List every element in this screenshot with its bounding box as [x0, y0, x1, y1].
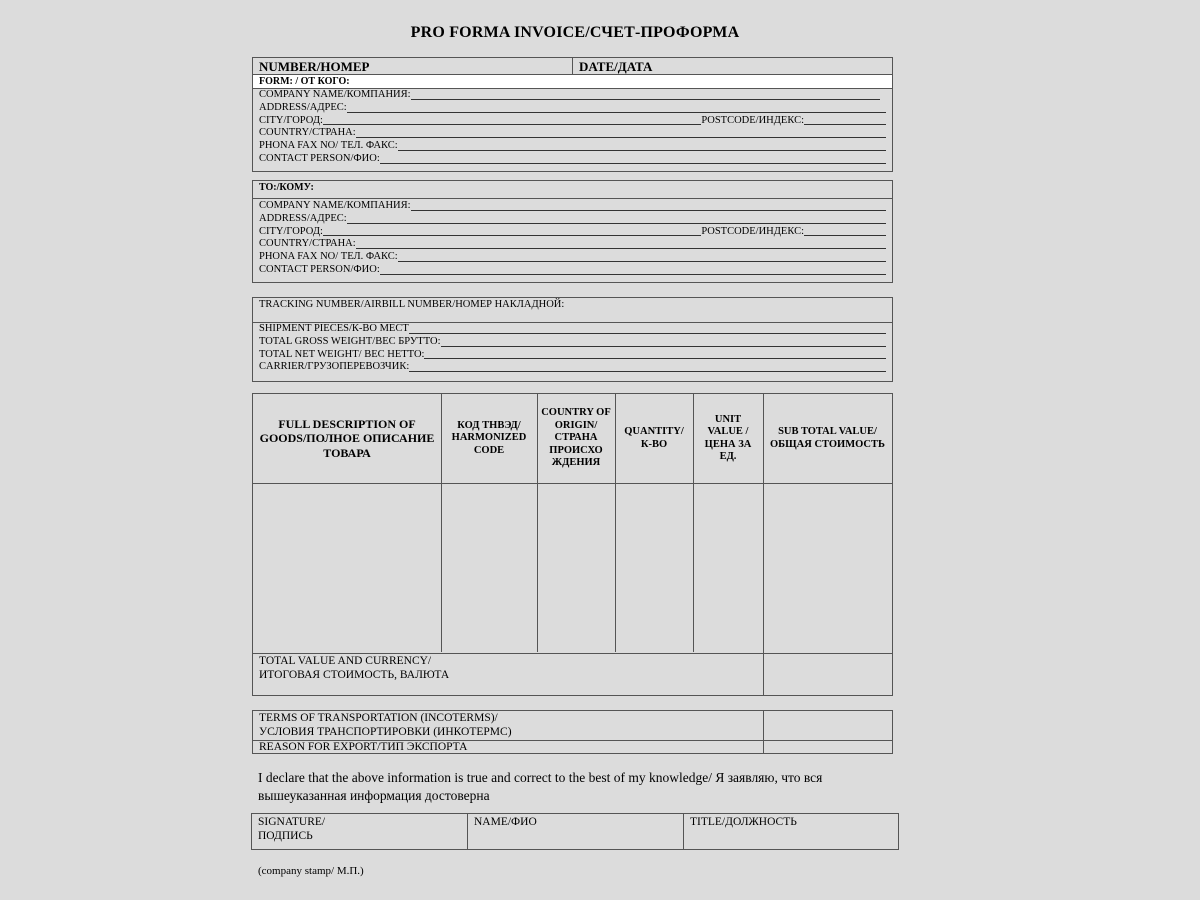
declaration-text: I declare that the above information is true and correct to the best of my knowledge/ Я заявляю, что вся вышеуказанная информация достоверна — [258, 770, 823, 803]
name-field[interactable] — [474, 815, 679, 849]
from-country-field[interactable] — [259, 127, 886, 140]
net-weight-field[interactable] — [259, 349, 886, 362]
net-weight-label: TOTAL NET WEIGHT/ ВЕС НЕТТО: — [259, 348, 425, 360]
to-city-label: CITY/ГОРОД: — [259, 225, 323, 237]
page-title: PRO FORMA INVOICE/СЧЕТ-ПРОФОРМА — [410, 24, 740, 41]
number-field[interactable] — [253, 58, 573, 75]
signature-field[interactable] — [258, 815, 463, 849]
from-phone-field[interactable] — [259, 140, 886, 153]
to-phone-field[interactable] — [259, 251, 886, 264]
company-stamp-label: (company stamp/ М.П.) — [258, 865, 364, 877]
from-phone-label: PHONA FAX NO/ ТЕЛ. ФАКС: — [259, 140, 398, 152]
incoterms-input[interactable] — [764, 711, 892, 740]
from-company-label: COMPANY NAME/КОМПАНИЯ: — [259, 89, 411, 100]
col-subtotal-header: SUB TOTAL VALUE/ОБЩАЯ СТОИМОСТЬ — [770, 426, 885, 450]
export-reason-label: REASON FOR EXPORT/ТИП ЭКСПОРТА — [259, 741, 468, 753]
gross-weight-field[interactable] — [259, 336, 886, 349]
export-reason-input[interactable] — [764, 741, 892, 753]
name-label: NAME/ФИО — [474, 816, 537, 828]
tracking-label: TRACKING NUMBER/AIRBILL NUMBER/НОМЕР НАКЛАДНОЙ: — [259, 299, 565, 310]
to-address-label: ADDRESS/АДРЕС: — [259, 212, 347, 224]
from-address-field[interactable] — [259, 102, 886, 115]
sender-section — [252, 57, 893, 172]
from-country-label: COUNTRY/СТРАНА: — [259, 127, 356, 139]
goods-code-cell[interactable] — [442, 484, 537, 653]
col-origin-header: COUNTRY OF ORIGIN/ СТРАНА ПРОИСХО ЖДЕНИЯ — [541, 407, 611, 469]
signature-label-en: SIGNATURE/ — [258, 816, 326, 828]
from-company-field[interactable] — [259, 89, 886, 102]
title-field[interactable] — [690, 815, 895, 849]
signature-label-ru: ПОДПИСЬ — [258, 830, 313, 842]
to-country-field[interactable] — [259, 238, 886, 251]
to-label: TO:/КОМУ: — [253, 181, 892, 199]
signature-table — [251, 813, 899, 850]
incoterms-label: TERMS OF TRANSPORTATION (INCOTERMS)/ УСЛОВИЯ ТРАНСПОРТИРОВКИ (ИНКОТЕРМС) — [259, 712, 512, 738]
to-company-field[interactable] — [259, 200, 886, 213]
to-address-field[interactable] — [259, 213, 886, 226]
goods-description-cell[interactable] — [253, 484, 441, 653]
from-postcode-label: POSTCODE/ИНДЕКС: — [701, 114, 804, 126]
carrier-label: CARRIER/ГРУЗОПЕРЕВОЗЧИК: — [259, 361, 410, 373]
to-contact-field[interactable] — [259, 264, 886, 277]
number-label: NUMBER/НОМЕР — [259, 59, 370, 74]
goods-table — [252, 393, 893, 696]
col-description-header: FULL DESCRIPTION OF GOODS/ПОЛНОЕ ОПИСАНИЕ ТОВАРА — [259, 416, 435, 460]
pieces-field[interactable] — [259, 323, 886, 336]
from-address-label: ADDRESS/АДРЕС: — [259, 101, 347, 113]
terms-table — [252, 710, 893, 754]
shipment-section — [252, 297, 893, 382]
to-postcode-label: POSTCODE/ИНДЕКС: — [701, 225, 804, 237]
goods-unit-value-cell[interactable] — [694, 484, 763, 653]
total-value-label: TOTAL VALUE AND CURRENCY/ ИТОГОВАЯ СТОИМОСТЬ, ВАЛЮТА — [259, 655, 450, 681]
recipient-section — [252, 180, 893, 283]
goods-origin-cell[interactable] — [538, 484, 615, 653]
from-city-label: CITY/ГОРОД: — [259, 114, 323, 126]
gross-weight-label: TOTAL GROSS WEIGHT/ВЕС БРУТТО: — [259, 335, 441, 347]
from-label: FORM: / ОТ КОГО: — [253, 75, 892, 89]
from-city-field[interactable] — [259, 115, 886, 128]
from-contact-field[interactable] — [259, 153, 886, 166]
col-unit-value-header: UNIT VALUE / ЦЕНА ЗА ЕД. — [704, 413, 752, 462]
date-field[interactable] — [573, 58, 892, 75]
total-value-input[interactable] — [764, 654, 892, 695]
to-phone-label: PHONA FAX NO/ ТЕЛ. ФАКС: — [259, 251, 398, 263]
goods-subtotal-cell[interactable] — [764, 484, 892, 653]
date-label: DATE/ДАТА — [579, 59, 653, 74]
col-quantity-header: QUANTITY/ К-ВО — [624, 426, 684, 450]
title-label: TITLE/ДОЛЖНОСТЬ — [690, 816, 797, 828]
tracking-field[interactable] — [253, 298, 892, 323]
to-company-label: COMPANY NAME/КОМПАНИЯ: — [259, 200, 411, 211]
pieces-label: SHIPMENT PIECES/К-ВО МЕСТ — [259, 323, 409, 334]
to-city-field[interactable] — [259, 226, 886, 239]
to-country-label: COUNTRY/СТРАНА: — [259, 238, 356, 250]
to-contact-label: CONTACT PERSON/ФИО: — [259, 263, 380, 275]
col-code-header: КОД ТНВЭД/ HARMONIZED CODE — [451, 419, 527, 456]
goods-quantity-cell[interactable] — [616, 484, 693, 653]
from-contact-label: CONTACT PERSON/ФИО: — [259, 152, 380, 164]
carrier-field[interactable] — [259, 361, 886, 374]
